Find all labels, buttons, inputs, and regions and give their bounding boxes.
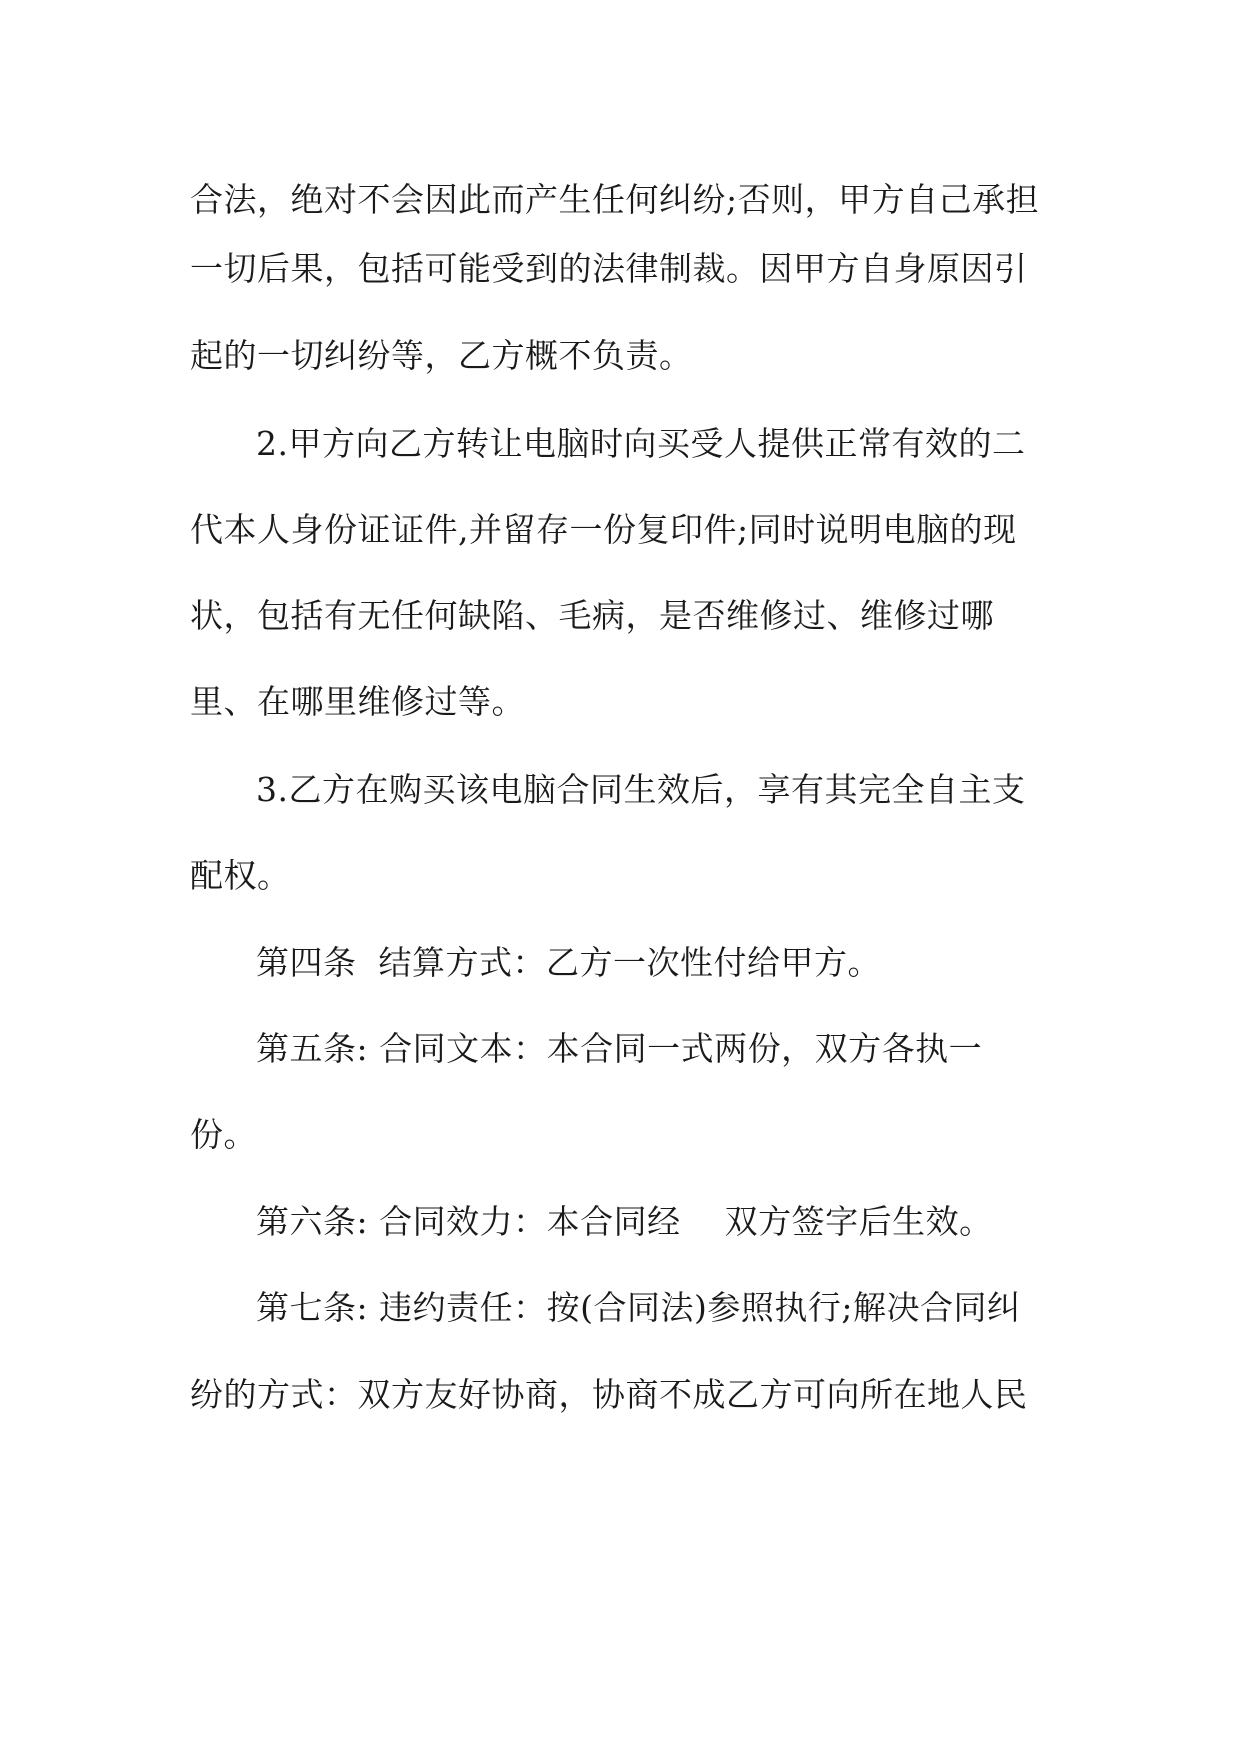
text-line: 2.甲方向乙方转让电脑时向买受人提供正常有效的二 (256, 424, 1026, 463)
text-line: 第六条: 合同效力：本合同经 双方签字后生效。 (256, 1202, 993, 1241)
text-line: 里、在哪里维修过等。 (190, 682, 525, 721)
text-line: 第五条: 合同文本：本合同一式两份，双方各执一 (256, 1029, 983, 1068)
text-line: 第四条 结算方式：乙方一次性付给甲方。 (256, 943, 881, 982)
text-line: 3.乙方在购买该电脑合同生效后，享有其完全自主支 (256, 770, 1026, 809)
text-line: 第七条: 违约责任：按(合同法)参照执行;解决合同纠 (256, 1288, 1021, 1327)
text-line: 代本人身份证证件,并留存一份复印件;同时说明电脑的现 (190, 510, 1017, 549)
text-line: 状，包括有无任何缺陷、毛病，是否维修过、维修过哪 (190, 596, 994, 635)
text-line: 起的一切纠纷等，乙方概不负责。 (190, 336, 693, 375)
text-line: 纷的方式：双方友好协商，协商不成乙方可向所在地人民 (190, 1375, 1028, 1414)
text-line: 合法，绝对不会因此而产生任何纠纷;否则，甲方自己承担 (190, 180, 1040, 219)
text-line: 份。 (190, 1115, 257, 1154)
text-line: 配权。 (190, 856, 291, 895)
text-line: 一切后果，包括可能受到的法律制裁。因甲方自身原因引 (190, 249, 1028, 288)
